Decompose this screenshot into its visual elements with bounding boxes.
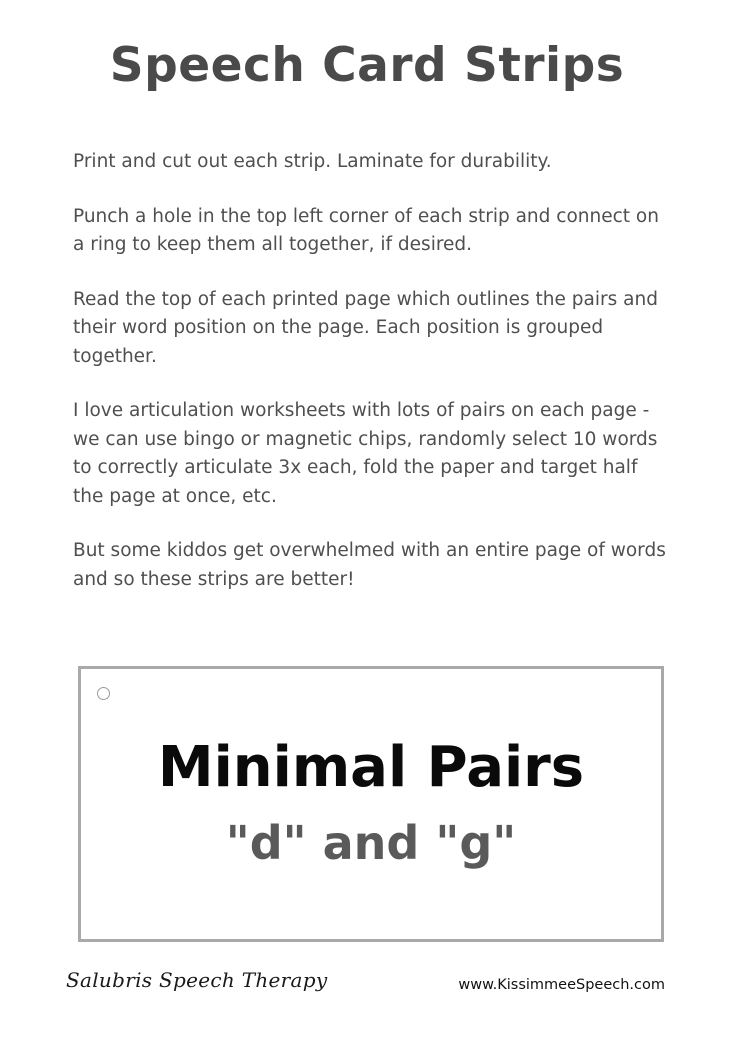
page-title: Speech Card Strips <box>109 38 625 93</box>
card-strip <box>78 666 664 942</box>
website-link[interactable]: www.KissimmeeSpeech.com <box>458 977 665 993</box>
instruction-paragraph: I love articulation worksheets with lots of pairs on each page - we can use bingo or magnetic chips, randomly select 10 words to correctly articulate 3x each, fold the paper and target half the page at once, etc. <box>73 400 658 507</box>
punch-hole-icon <box>97 687 110 700</box>
instruction-paragraph: Punch a hole in the top left corner of each strip and connect on a ring to keep them all together, if desired. <box>73 205 659 255</box>
instruction-paragraph: Read the top of each printed page which outlines the pairs and their word position on the page. Each position is grouped together. <box>73 288 658 367</box>
card-subtitle: "d" and "g" <box>225 816 517 870</box>
instructions <box>73 148 673 620</box>
brand-signature: Salubris Speech Therapy <box>66 968 328 992</box>
instruction-paragraph: Print and cut out each strip. Laminate for durability. <box>73 151 552 172</box>
card-title: Minimal Pairs <box>157 735 585 800</box>
instruction-paragraph: But some kiddos get overwhelmed with an entire page of words and so these strips are better! <box>73 540 666 590</box>
